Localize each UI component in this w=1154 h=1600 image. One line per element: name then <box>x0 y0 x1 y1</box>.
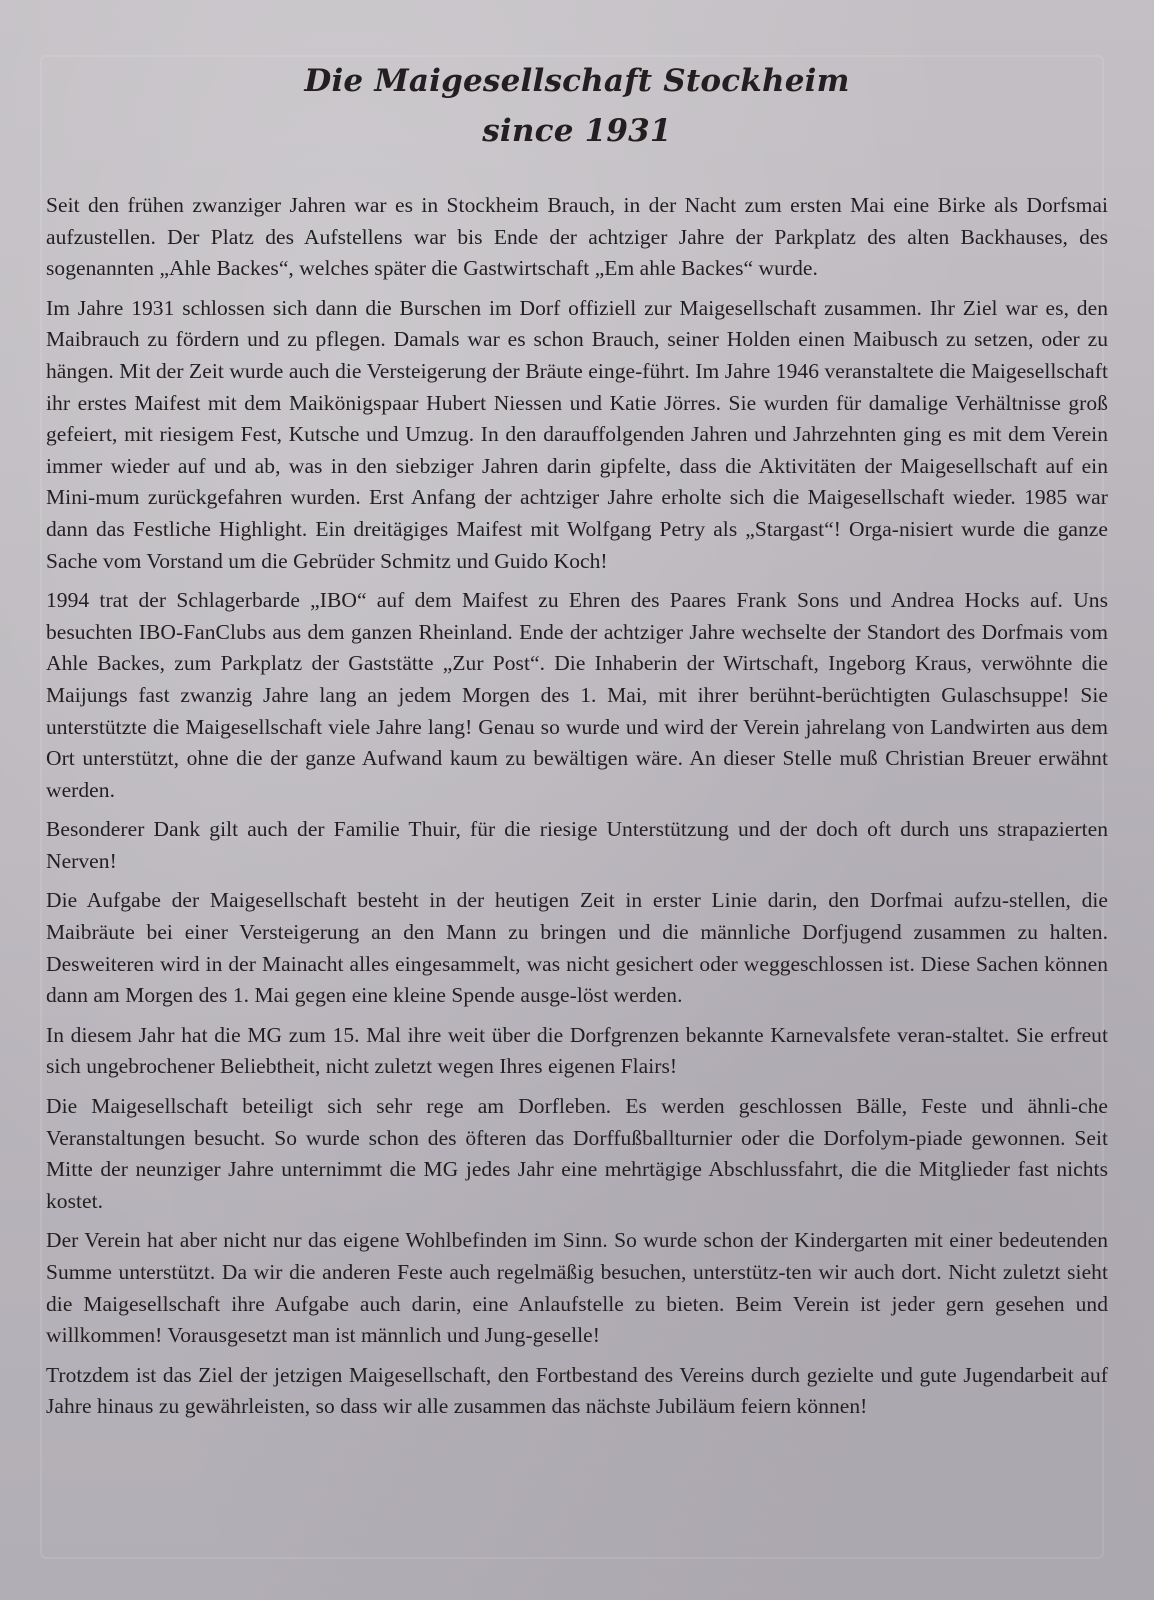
paragraph-6: In diesem Jahr hat die MG zum 15. Mal ihre weit über die Dorfgrenzen bekannte Karnevalsfete veran-staltet. Sie erfreut sich ungebrochener Beliebtheit, nicht zuletzt wegen Ihres eigenen Flairs! <box>46 1022 1108 1079</box>
paragraph-7: Die Maigesellschaft beteiligt sich sehr rege am Dorfleben. Es werden geschlossen Bälle, Feste und ähnli-che Veranstaltungen besucht. So wurde schon des öfteren das Dorffußballturnier oder die Dorfolym-piade gewonnen. Seit Mitte der neunziger Jahre unternimmt die MG jedes Jahr eine mehrtägige Abschlussfahrt, die die Mitglieder fast nichts kostet. <box>46 1094 1108 1213</box>
paragraph-1: Seit den frühen zwanziger Jahren war es in Stockheim Brauch, in der Nacht zum ersten Mai eine Birke als Dorfsmai aufzustellen. Der Platz des Aufstellens war bis Ende der achtziger Jahre der Parkplatz des alten Backhauses, des sogenannten „Ahle Backes“, welches später die Gastwirtschaft „Em ahle Backes“ wurde. <box>46 193 1108 281</box>
document-content <box>46 56 1108 1431</box>
paragraph-5: Die Aufgabe der Maigesellschaft besteht in der heutigen Zeit in erster Linie darin, den Dorfmai aufzu-stellen, die Maibräute bei einer Versteigerung an den Mann zu bringen und die männliche Dorfjugend zusammen zu halten. Desweiteren wird in der Mainacht alles eingesammelt, was nicht gesichert oder weggeschlossen ist. Diese Sachen können dann am Morgen des 1. Mai gegen eine kleine Spende ausge-löst werden. <box>46 888 1108 1008</box>
paragraph-3: 1994 trat der Schlagerbarde „IBO“ auf dem Maifest zu Ehren des Paares Frank Sons und Andrea Hocks auf. Uns besuchten IBO-FanClubs aus dem ganzen Rheinland. Ende der achtziger Jahre wechselte der Standort des Dorfmais vom Ahle Backes, zum Parkplatz der Gaststätte „Zur Post“. Die Inhaberin der Wirtschaft, Ingeborg Kraus, verwöhnte die Maijungs fast zwanzig Jahre lang an jedem Morgen des 1. Mai, mit ihrer berühnt-berüchtigten Gulaschsuppe! Sie unterstützte die Maigesellschaft viele Jahre lang! Genau so wurde und wird der Verein jahrelang von Landwirten aus dem Ort unterstützt, ohne die der ganze Aufwand kaum zu bewältigen wäre. An dieser Stelle muß Christian Breuer erwähnt werden. <box>46 588 1108 802</box>
paragraph-4: Besonderer Dank gilt auch der Familie Thuir, für die riesige Unterstützung und der doch oft durch uns strapazierten Nerven! <box>46 817 1108 873</box>
paragraph-2: Im Jahre 1931 schlossen sich dann die Burschen im Dorf offiziell zur Maigesellschaft zusammen. Ihr Ziel war es, den Maibrauch zu fördern und zu pflegen. Damals war es schon Brauch, seiner Holden einen Maibusch zu setzen, oder zu hängen. Mit der Zeit wurde auch die Versteigerung der Bräute einge-führt. Im Jahre 1946 veranstaltete die Maigesellschaft ihr erstes Maifest mit dem Maikönigspaar Hubert Niessen und Katie Jörres. Sie wurden für damalige Verhältnisse groß gefeiert, mit riesigem Fest, Kutsche und Umzug. In den darauffolgenden Jahren und Jahrzehnten ging es mit dem Verein immer wieder auf und ab, was in den siebziger Jahren darin gipfelte, dass die Aktivitäten der Maigesellschaft auf ein Mini-mum zurückgefahren wurden. Erst Anfang der achtziger Jahre erholte sich die Maigesellschaft wieder. 1985 war dann das Festliche Highlight. Ein dreitägiges Maifest mit Wolfgang Petry als „Stargast“! Orga-nisiert wurde die ganze Sache vom Vorstand um die Gebrüder Schmitz und Guido Koch! <box>46 295 1108 573</box>
paragraph-9: Trotzdem ist das Ziel der jetzigen Maigesellschaft, den Fortbestand des Vereins durch gezielte und gute Jugendarbeit auf Jahre hinaus zu gewährleisten, so dass wir alle zusammen das nächste Jubiläum feiern können! <box>46 1362 1108 1419</box>
paragraph-8: Der Verein hat aber nicht nur das eigene Wohlbefinden im Sinn. So wurde schon der Kindergarten mit einer bedeutenden Summe unterstützt. Da wir die anderen Feste auch regelmäßig besuchen, unterstütz-ten wir auch dort. Nicht zuletzt sieht die Maigesellschaft ihre Aufgabe auch darin, eine Anlaufstelle zu bieten. Beim Verein ist jeder gern gesehen und willkommen! Vorausgesetzt man ist männlich und Jung-geselle! <box>46 1228 1108 1348</box>
title-line-1: Die Maigesellschaft Stockheim <box>304 63 850 99</box>
body-text <box>46 190 1108 1423</box>
document-title <box>46 56 1108 156</box>
title-line-2: since 1931 <box>482 113 672 149</box>
